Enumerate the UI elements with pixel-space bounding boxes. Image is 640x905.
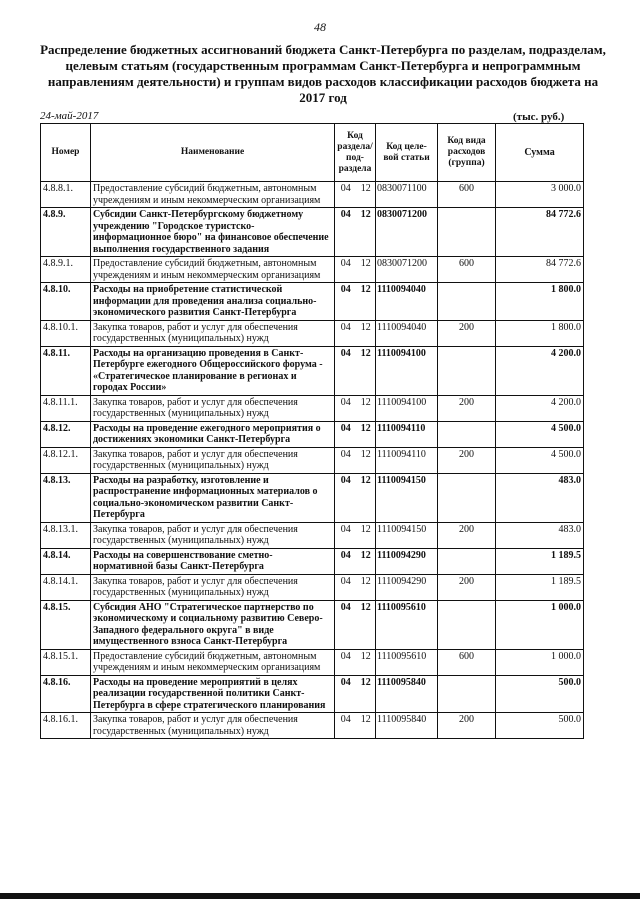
row-number: 4.8.10.1. [41, 320, 91, 346]
row-section-code: 04 [335, 182, 357, 208]
row-subsection-code: 12 [357, 649, 376, 675]
row-group-code: 200 [438, 395, 496, 421]
row-target-code: 1110094150 [376, 522, 438, 548]
row-number: 4.8.15.1. [41, 649, 91, 675]
table-header-row [41, 124, 584, 182]
row-name: Предоставление субсидий бюджетным, автономным учреждениям и иным некоммерческим организациям [91, 649, 335, 675]
row-section-code: 04 [335, 713, 357, 739]
row-section-code: 04 [335, 447, 357, 473]
row-subsection-code: 12 [357, 600, 376, 649]
row-section-code: 04 [335, 257, 357, 283]
bottom-border-bar [0, 893, 640, 899]
table-body [41, 182, 584, 739]
row-section-code: 04 [335, 574, 357, 600]
row-section-code: 04 [335, 548, 357, 574]
row-sum: 500.0 [496, 713, 584, 739]
row-target-code: 1110095610 [376, 649, 438, 675]
header-target: Код целе- вой статьи [376, 124, 438, 182]
row-group-code: 200 [438, 447, 496, 473]
table-row [41, 421, 584, 447]
row-number: 4.8.11.1. [41, 395, 91, 421]
row-sum: 4 200.0 [496, 346, 584, 395]
row-subsection-code: 12 [357, 548, 376, 574]
row-sum: 1 000.0 [496, 600, 584, 649]
table-row [41, 522, 584, 548]
row-subsection-code: 12 [357, 320, 376, 346]
row-number: 4.8.12.1. [41, 447, 91, 473]
row-subsection-code: 12 [357, 522, 376, 548]
row-number: 4.8.10. [41, 283, 91, 321]
row-target-code: 1110095840 [376, 713, 438, 739]
row-section-code: 04 [335, 421, 357, 447]
row-sum: 500.0 [496, 675, 584, 713]
row-section-code: 04 [335, 473, 357, 522]
row-number: 4.8.8.1. [41, 182, 91, 208]
row-number: 4.8.13. [41, 473, 91, 522]
row-group-code: 200 [438, 713, 496, 739]
row-sum: 84 772.6 [496, 208, 584, 257]
row-name: Расходы на совершенствование сметно-нормативной базы Санкт-Петербурга [91, 548, 335, 574]
table-row [41, 447, 584, 473]
header-section: Код раздела/ под- раздела [335, 124, 376, 182]
row-sum: 4 500.0 [496, 421, 584, 447]
row-target-code: 1110094040 [376, 283, 438, 321]
row-name: Субсидия АНО "Стратегическое партнерство по экономическому и социальному развитию Северо-Западного федерального округа" в виде имущественного взноса Санкт-Петербурга [91, 600, 335, 649]
row-sum: 1 800.0 [496, 283, 584, 321]
row-name: Расходы на проведение ежегодного мероприятия о достижениях экономики Санкт-Петербурга [91, 421, 335, 447]
row-subsection-code: 12 [357, 447, 376, 473]
row-group-code [438, 675, 496, 713]
row-number: 4.8.12. [41, 421, 91, 447]
row-name: Закупка товаров, работ и услуг для обеспечения государственных (муниципальных) нужд [91, 395, 335, 421]
row-section-code: 04 [335, 600, 357, 649]
table-row [41, 283, 584, 321]
table-row [41, 182, 584, 208]
table-row [41, 675, 584, 713]
row-target-code: 1110094100 [376, 395, 438, 421]
row-number: 4.8.14.1. [41, 574, 91, 600]
row-name: Закупка товаров, работ и услуг для обеспечения государственных (муниципальных) нужд [91, 713, 335, 739]
row-target-code: 1110094290 [376, 574, 438, 600]
row-group-code [438, 346, 496, 395]
table-row [41, 208, 584, 257]
table-row [41, 713, 584, 739]
row-subsection-code: 12 [357, 473, 376, 522]
row-number: 4.8.16.1. [41, 713, 91, 739]
row-sum: 1 800.0 [496, 320, 584, 346]
row-name: Закупка товаров, работ и услуг для обеспечения государственных (муниципальных) нужд [91, 320, 335, 346]
row-target-code: 1110095610 [376, 600, 438, 649]
header-group: Код вида расходов (группа) [438, 124, 496, 182]
table-row [41, 600, 584, 649]
table-row [41, 395, 584, 421]
row-group-code: 600 [438, 257, 496, 283]
header-number: Номер [41, 124, 91, 182]
row-group-code: 200 [438, 574, 496, 600]
row-subsection-code: 12 [357, 208, 376, 257]
row-target-code: 1110094150 [376, 473, 438, 522]
row-section-code: 04 [335, 675, 357, 713]
row-number: 4.8.9.1. [41, 257, 91, 283]
row-name: Закупка товаров, работ и услуг для обеспечения государственных (муниципальных) нужд [91, 574, 335, 600]
header-sum: Сумма [496, 124, 584, 182]
row-sum: 3 000.0 [496, 182, 584, 208]
table-row [41, 473, 584, 522]
budget-table [40, 123, 584, 739]
row-number: 4.8.9. [41, 208, 91, 257]
row-subsection-code: 12 [357, 182, 376, 208]
row-section-code: 04 [335, 522, 357, 548]
row-target-code: 0830071200 [376, 257, 438, 283]
row-number: 4.8.14. [41, 548, 91, 574]
row-name: Субсидии Санкт-Петербургскому бюджетному учреждению "Городское туристско-информационное бюро" на финансовое обеспечение выполнения государственного задания [91, 208, 335, 257]
row-group-code: 200 [438, 522, 496, 548]
row-section-code: 04 [335, 395, 357, 421]
row-subsection-code: 12 [357, 283, 376, 321]
row-sum: 4 500.0 [496, 447, 584, 473]
row-sum: 4 200.0 [496, 395, 584, 421]
row-sum: 1 189.5 [496, 574, 584, 600]
row-section-code: 04 [335, 649, 357, 675]
row-target-code: 0830071200 [376, 208, 438, 257]
row-target-code: 1110095840 [376, 675, 438, 713]
row-subsection-code: 12 [357, 346, 376, 395]
row-number: 4.8.16. [41, 675, 91, 713]
row-group-code [438, 421, 496, 447]
row-group-code [438, 548, 496, 574]
row-subsection-code: 12 [357, 395, 376, 421]
row-group-code [438, 208, 496, 257]
row-sum: 483.0 [496, 522, 584, 548]
row-group-code: 200 [438, 320, 496, 346]
page-number: 48 [314, 20, 326, 34]
row-section-code: 04 [335, 208, 357, 257]
row-section-code: 04 [335, 283, 357, 321]
row-sum: 1 000.0 [496, 649, 584, 675]
table-row [41, 548, 584, 574]
row-target-code: 1110094110 [376, 421, 438, 447]
row-sum: 1 189.5 [496, 548, 584, 574]
table-row [41, 257, 584, 283]
header-name: Наименование [91, 124, 335, 182]
row-number: 4.8.13.1. [41, 522, 91, 548]
row-target-code: 1110094290 [376, 548, 438, 574]
row-group-code: 600 [438, 649, 496, 675]
row-number: 4.8.15. [41, 600, 91, 649]
row-target-code: 1110094110 [376, 447, 438, 473]
row-name: Расходы на разработку, изготовление и распространение информационных материалов о социально-экономическом развитии Санкт-Петербурга [91, 473, 335, 522]
row-subsection-code: 12 [357, 713, 376, 739]
row-name: Расходы на приобретение статистической информации для проведения анализа социально-экономического развития Санкт-Петербурга [91, 283, 335, 321]
row-target-code: 0830071100 [376, 182, 438, 208]
row-subsection-code: 12 [357, 421, 376, 447]
row-name: Расходы на проведение мероприятий в целях реализации государственной политики Санкт-Петербурга в сфере стратегического планирования [91, 675, 335, 713]
row-subsection-code: 12 [357, 574, 376, 600]
document-title: Распределение бюджетных ассигнований бюджета Санкт-Петербурга по разделам, подразделам, целевым статьям (государственным программам Санкт-Петербурга и непрограммным направлениям деятельности) и группам видов расходов классификации расходов бюджета на 2017 год [40, 42, 606, 105]
table-row [41, 574, 584, 600]
row-target-code: 1110094100 [376, 346, 438, 395]
row-subsection-code: 12 [357, 257, 376, 283]
table-row [41, 649, 584, 675]
row-sum: 84 772.6 [496, 257, 584, 283]
document-date: 24-май-2017 [40, 110, 99, 122]
row-number: 4.8.11. [41, 346, 91, 395]
units-label: (тыс. руб.) [513, 111, 565, 123]
row-group-code [438, 600, 496, 649]
row-name: Предоставление субсидий бюджетным, автономным учреждениям и иным некоммерческим организациям [91, 182, 335, 208]
row-name: Предоставление субсидий бюджетным, автономным учреждениям и иным некоммерческим организациям [91, 257, 335, 283]
row-group-code [438, 473, 496, 522]
row-name: Закупка товаров, работ и услуг для обеспечения государственных (муниципальных) нужд [91, 447, 335, 473]
row-subsection-code: 12 [357, 675, 376, 713]
row-section-code: 04 [335, 320, 357, 346]
row-sum: 483.0 [496, 473, 584, 522]
table-row [41, 320, 584, 346]
row-section-code: 04 [335, 346, 357, 395]
row-group-code: 600 [438, 182, 496, 208]
row-name: Закупка товаров, работ и услуг для обеспечения государственных (муниципальных) нужд [91, 522, 335, 548]
table-row [41, 346, 584, 395]
row-group-code [438, 283, 496, 321]
row-name: Расходы на организацию проведения в Санкт-Петербурге ежегодного Общероссийского форума - «Стратегическое планирование в регионах и городах России» [91, 346, 335, 395]
row-target-code: 1110094040 [376, 320, 438, 346]
